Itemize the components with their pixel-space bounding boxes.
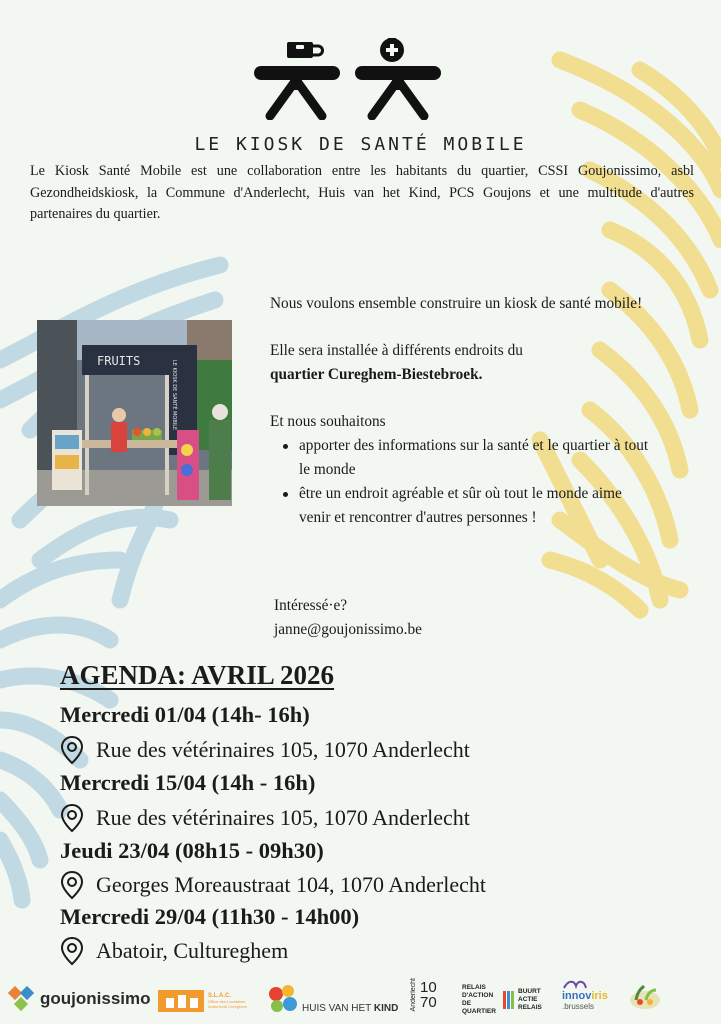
event-place bbox=[60, 734, 470, 766]
page-title: LE KIOSK DE SANTÉ MOBILE bbox=[194, 134, 527, 155]
innoviris-text: innov bbox=[562, 990, 592, 1002]
event-date: Mercredi 15/04 (14h - 16h) bbox=[60, 770, 316, 795]
list-item: être un endroit agréable et sûr où tout le monde aime venir et rencontrer d'autres personnes ! bbox=[270, 482, 650, 530]
location-pin-icon bbox=[60, 803, 84, 833]
intro-paragraph: Le Kiosk Santé Mobile est une collaboration entre les habitants du quartier, CSSI Goujonissimo, asbl Gezondheidskiosk, la Commune d'Anderlecht, Huis van het Kind, PCS Goujons et une multitude d'autres partenaires du quartier. bbox=[30, 163, 694, 222]
location-pin-icon bbox=[60, 936, 84, 966]
cup-icon bbox=[287, 42, 313, 58]
kind-text: KIND bbox=[373, 1002, 399, 1014]
event-place-text: Rue des vétérinaires 105, 1070 Anderlecht bbox=[96, 805, 470, 830]
event-place bbox=[60, 802, 470, 834]
contact-label: Intéressé·e? bbox=[274, 597, 348, 614]
huis-van-het-kind-icon bbox=[266, 982, 300, 1016]
relais-logo bbox=[462, 984, 548, 1016]
kiosk-photo bbox=[37, 320, 232, 506]
photo-sign-kiosk: LE KIOSK DE SANTÉ MOBILE bbox=[171, 360, 177, 431]
innoviris-logo bbox=[562, 980, 608, 1011]
anderlecht-logo bbox=[410, 978, 437, 1011]
iris-text: iris bbox=[591, 990, 608, 1002]
partner-emblem-logo bbox=[628, 982, 662, 1012]
brussels-text: .brussels bbox=[562, 1002, 595, 1011]
event-date: Jeudi 23/04 (08h15 - 09h30) bbox=[60, 838, 324, 863]
contact-email[interactable]: janne@goujonissimo.be bbox=[274, 621, 422, 638]
innoviris-icon bbox=[562, 980, 588, 990]
list-item: apporter des informations sur la santé et le quartier à tout le monde bbox=[270, 434, 650, 482]
location-pin-icon bbox=[60, 735, 84, 765]
paragraph-2 bbox=[270, 339, 650, 387]
event-date: Mercredi 29/04 (11h30 - 14h00) bbox=[60, 904, 360, 929]
slac-logo bbox=[158, 990, 248, 1012]
slac-subtext: Office des Locataires Anderlecht Cureghem bbox=[208, 999, 247, 1009]
event-place bbox=[60, 869, 486, 901]
goujonissimo-icon bbox=[8, 986, 34, 1012]
partner-logos bbox=[0, 974, 721, 1024]
event-place-text: Georges Moreaustraat 104, 1070 Anderlecht bbox=[96, 872, 486, 897]
paragraph-1: Nous voulons ensemble construire un kiosk de santé mobile! bbox=[270, 295, 643, 312]
paragraph-3: Et nous souhaitons bbox=[270, 413, 386, 430]
paragraph-2-text: Elle sera installée à différents endroits du bbox=[270, 342, 523, 359]
postcode-top: 10 bbox=[420, 978, 437, 996]
goujonissimo-text: goujonissimo bbox=[40, 989, 151, 1008]
relais-mark-icon bbox=[503, 989, 515, 1011]
event-date: Mercredi 01/04 (14h- 16h) bbox=[60, 702, 310, 727]
location-pin-icon bbox=[60, 870, 84, 900]
kiosk-logo bbox=[250, 36, 445, 120]
agenda-title: AGENDA: AVRIL 2026 bbox=[60, 660, 335, 690]
event-place-text: Rue des vétérinaires 105, 1070 Anderlecht bbox=[96, 737, 470, 762]
buurt-text: BUURT ACTIE RELAIS bbox=[518, 988, 542, 1011]
event-place-text: Abatoir, Cultureghem bbox=[96, 938, 289, 963]
photo-sign-fruits: FRUITS bbox=[97, 354, 141, 368]
huis-text: HUIS VAN HET bbox=[302, 1002, 372, 1014]
contact-block bbox=[274, 594, 422, 642]
paragraph-2-bold: quartier Cureghem-Biestebroek. bbox=[270, 366, 483, 383]
postcode-bottom: 70 bbox=[420, 993, 437, 1011]
slac-icon bbox=[158, 990, 204, 1012]
relais-text: RELAIS D'ACTION DE QUARTIER bbox=[462, 984, 496, 1015]
wishes-list bbox=[270, 434, 650, 530]
main-text bbox=[270, 292, 650, 530]
leaves-emblem-icon bbox=[628, 982, 662, 1012]
huis-van-het-kind-logo bbox=[266, 982, 398, 1016]
slac-text: S.L.A.C. bbox=[208, 993, 232, 999]
anderlecht-text: Anderlecht bbox=[410, 978, 417, 1012]
event-place bbox=[60, 935, 288, 967]
goujonissimo-logo bbox=[8, 986, 151, 1012]
